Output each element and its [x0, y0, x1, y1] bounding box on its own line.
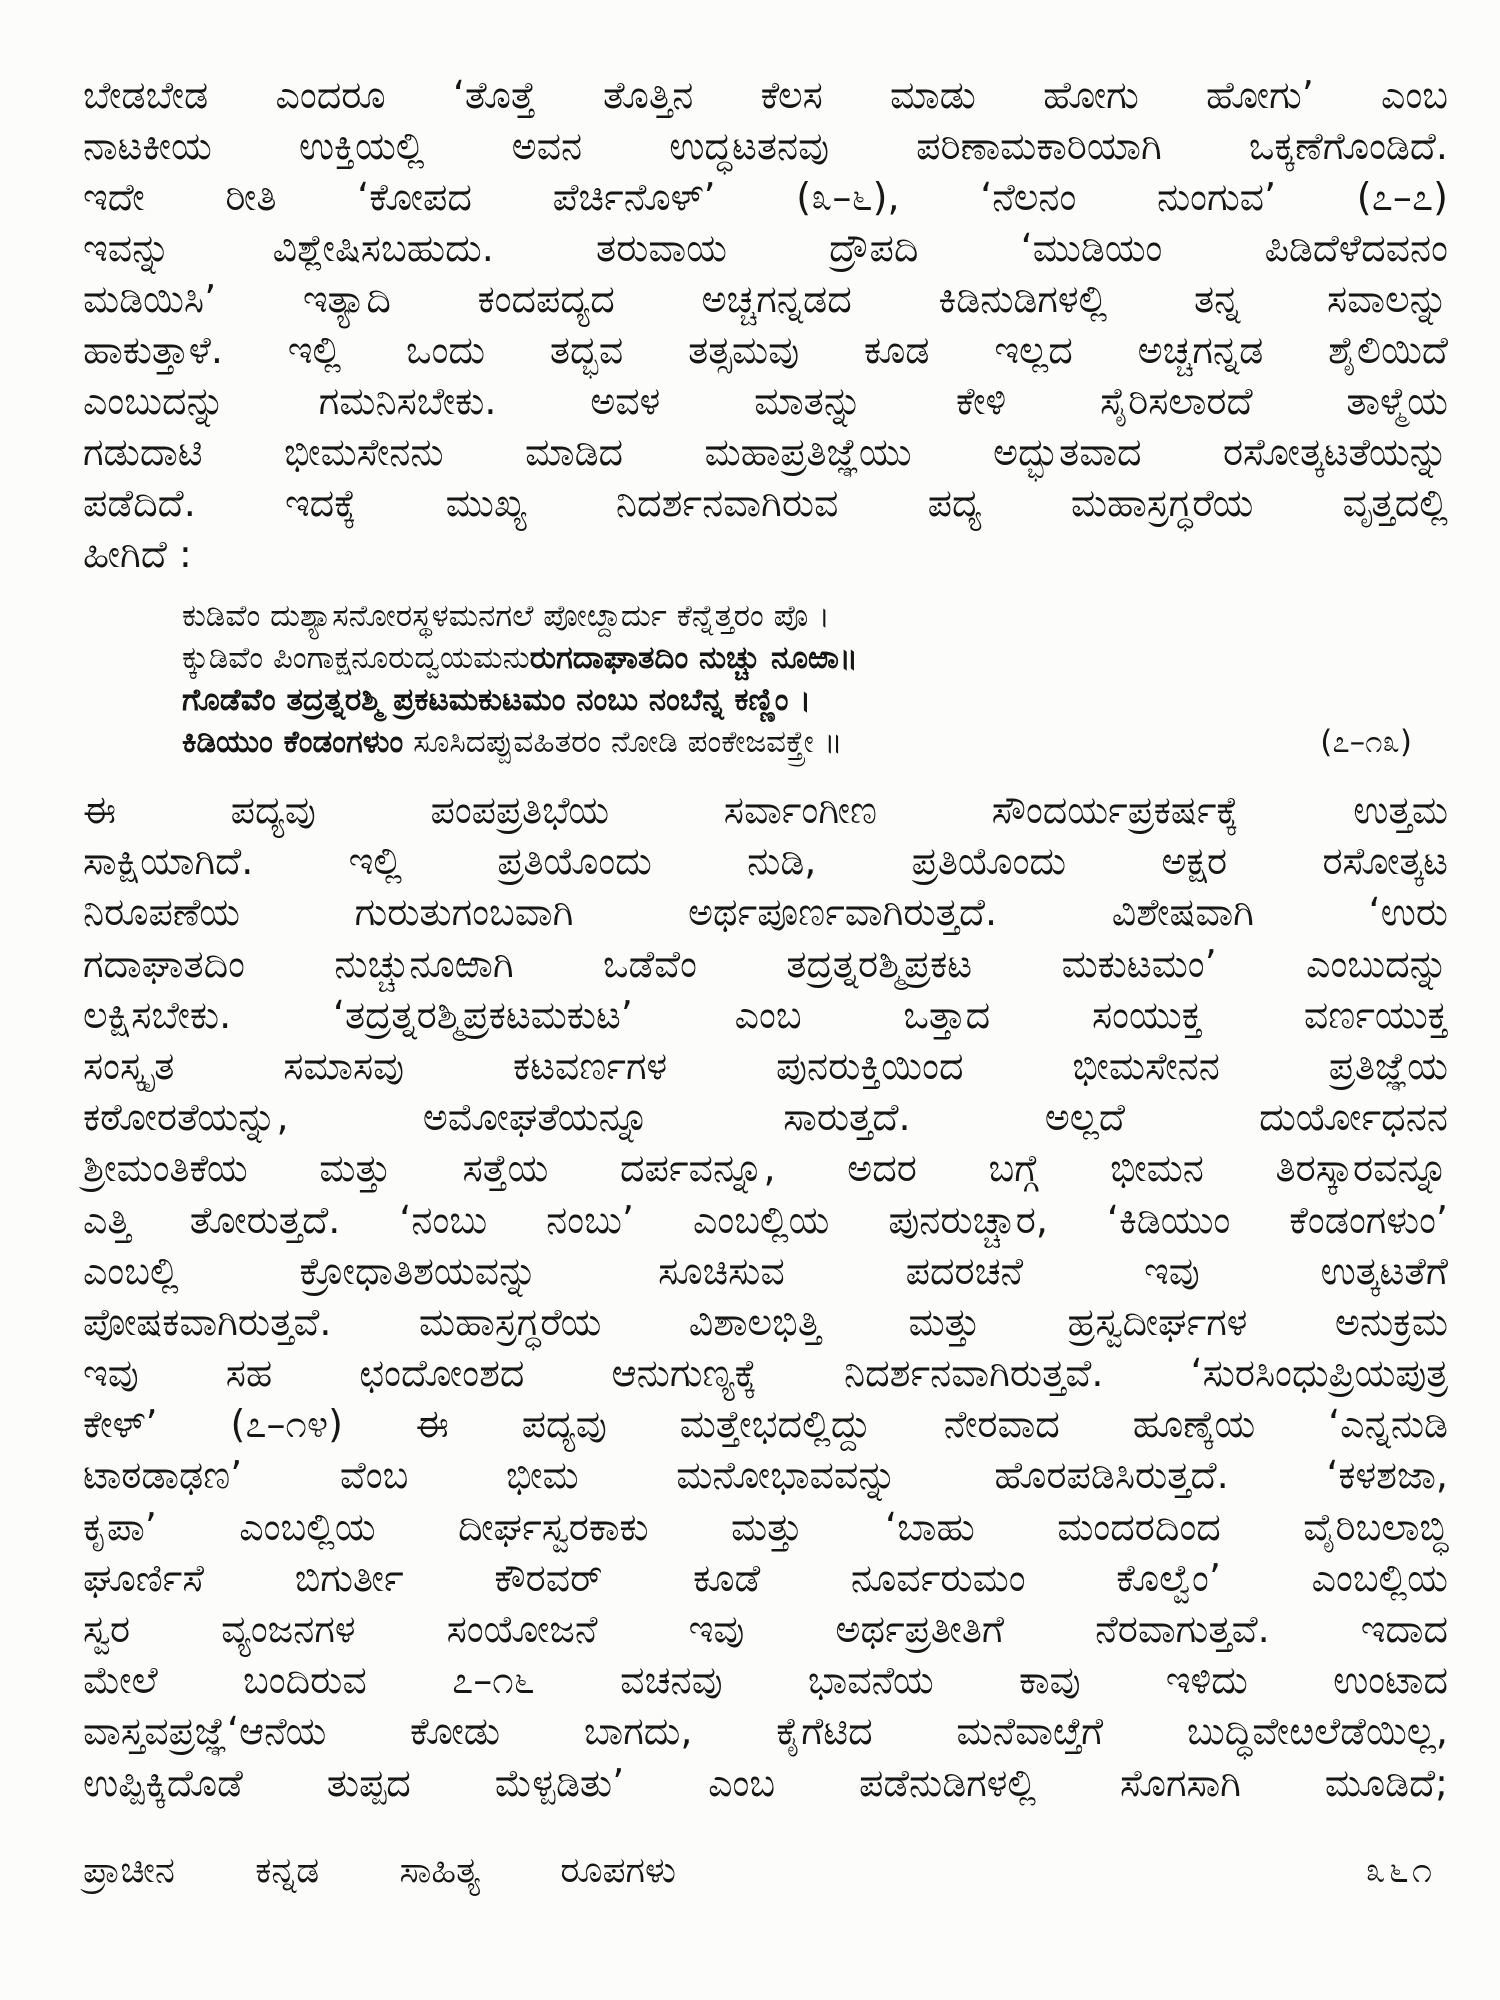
- text-line: ಕಠೋರತೆಯನ್ನು, ಅಮೋಘತೆಯನ್ನೂ ಸಾರುತ್ತದೆ. ಅಲ್ಲದೆ ದುರ್ಯೋಧನನ: [83, 1095, 1448, 1140]
- text-line: ಕೇಳ್’ (೭–೧೪) ಈ ಪದ್ಯವು ಮತ್ತೇಭದಲ್ಲಿದ್ದು ನೇರವಾದ ಹೂಣ್ಕೆಯ ‘ಎನ್ನನುಡಿ: [83, 1402, 1448, 1447]
- text-line: ಗಡುದಾಟಿ ಭೀಮಸೇನನು ಮಾಡಿದ ಮಹಾಪ್ರತಿಜ್ಞೆಯು ಅದ್ಭುತವಾದ ರಸೋತ್ಕಟತೆಯನ್ನು: [83, 430, 1448, 474]
- text-line: ಉಪ್ಪಿಕ್ಕಿದೊಡೆ ತುಪ್ಪದ ಮೆಳ್ಪಡಿತು’ ಎಂಬ ಪಡೆನುಡಿಗಳಲ್ಲಿ ಸೊಗಸಾಗಿ ಮೂಡಿದೆ;: [83, 1760, 1448, 1805]
- text-line: ಪಡೆದಿದೆ. ಇದಕ್ಕೆ ಮುಖ್ಯ ನಿದರ್ಶನವಾಗಿರುವ ಪದ್ಯ ಮಹಾಸ್ರಗ್ಧರೆಯ ವೃತ್ತದಲ್ಲಿ: [83, 481, 1448, 525]
- verse-line: [182, 595, 1422, 637]
- verse-segment: ಕುಡಿವೆಂ ದುಶ್ಯಾಸನೋರಸ್ಥಳಮನಗಲೆ ಪೋೞ್ದಾರ್ದು ಕೆನ್ನೆತ್ತರಂ ಪೊ ।: [182, 598, 830, 634]
- text-line: ಸ್ವರ ವ್ಯಂಜನಗಳ ಸಂಯೋಜನೆ ಇವು ಅರ್ಥಪ್ರತೀತಿಗೆ ನೆರವಾಗುತ್ತವೆ. ಇದಾದ: [83, 1607, 1448, 1651]
- text-line: ವಾಸ್ತವಪ್ರಜ್ಞೆ‘ಆನೆಯ ಕೋಡು ಬಾಗದು, ಕೈಗೆಟಿದ ಮನೆವಾೞ್ತೆಗೆ ಬುದ್ಧಿವೇೞಲೆಡೆಯಿಲ್ಲ,: [83, 1709, 1448, 1754]
- book-title: ಪ್ರಾಚೀನ ಕನ್ನಡ ಸಾಹಿತ್ಯ ರೂಪಗಳು: [83, 1850, 676, 1891]
- verse-text: [182, 721, 1262, 763]
- verse-text: [182, 637, 1262, 679]
- verse-reference: (೭–೧೩): [1320, 724, 1412, 760]
- verse-block: [182, 595, 1422, 763]
- text-line: ಹಾಕುತ್ತಾಳೆ. ಇಲ್ಲಿ ಒಂದು ತದ್ಭವ ತತ್ಸಮವು ಕೂಡ ಇಲ್ಲದ ಅಚ್ಚಗನ್ನಡ ಶೈಲಿಯಿದೆ: [83, 328, 1448, 372]
- text-line: ಈ ಪದ್ಯವು ಪಂಪಪ್ರತಿಭೆಯ ಸರ್ವಾಂಗೀಣ ಸೌಂದರ್ಯಪ್ರಕರ್ಷಕ್ಕೆ ಉತ್ತಮ: [83, 788, 1448, 832]
- text-line: ಇವನ್ನು ವಿಶ್ಲೇಷಿಸಬಹುದು. ತರುವಾಯ ದ್ರೌಪದಿ ‘ಮುಡಿಯಂ ಪಿಡಿದೆಳೆದವನಂ: [83, 226, 1448, 270]
- text-line: ಎತ್ತಿ ತೋರುತ್ತದೆ. ‘ನಂಬು ನಂಬು’ ಎಂಬಲ್ಲಿಯ ಪುನರುಚ್ಚಾರ, ‘ಕಿಡಿಯುಂ ಕೆಂಡಂಗಳುಂ’: [83, 1197, 1448, 1242]
- text-line: ಲಕ್ಷಿಸಬೇಕು. ‘ತದ್ರತ್ನರಶ್ಮಿಪ್ರಕಟಮಕುಟ’ ಎಂಬ ಒತ್ತಾದ ಸಂಯುಕ್ತ ವರ್ಣಯುಕ್ತ: [83, 992, 1448, 1037]
- text-line: ಪೋಷಕವಾಗಿರುತ್ತವೆ. ಮಹಾಸ್ರಗ್ಧರೆಯ ವಿಶಾಲಭಿತ್ತಿ ಮತ್ತು ಹ್ರಸ್ವದೀರ್ಘಗಳ ಅನುಕ್ರಮ: [83, 1299, 1448, 1344]
- verse-line: [182, 679, 1422, 721]
- paragraph: [83, 70, 1448, 580]
- text-line: ಸಂಸ್ಕೃತ ಸಮಾಸವು ಕಟವರ್ಣಗಳ ಪುನರುಕ್ತಿಯಿಂದ ಭೀಮಸೇನನ ಪ್ರತಿಜ್ಞೆಯ: [83, 1043, 1448, 1088]
- text-line: ಎಂಬುದನ್ನು ಗಮನಿಸಬೇಕು. ಅವಳ ಮಾತನ್ನು ಕೇಳಿ ಸೈರಿಸಲಾರದೆ ತಾಳ್ಮೆಯ: [83, 379, 1448, 423]
- verse-segment: ಸೂಸಿದಪ್ಪುವಹಿತರಂ ನೋಡಿ ಪಂಕೇಜವಕ್ತ್ರೇ ॥: [403, 724, 843, 760]
- verse-text: [182, 679, 1262, 721]
- verse-emphasis: ಕಿಡಿಯುಂ ಕೆಂಡಂಗಳುಂ: [182, 724, 404, 760]
- text-line: ಹೀಗಿದೆ :: [83, 532, 192, 576]
- verse-segment: ಕ್ಕುಡಿವೆಂ ಪಿಂಗಾಕ್ಷನೂರುದ್ವಯಮನು: [182, 640, 530, 676]
- text-line: ಎಂಬಲ್ಲಿ ಕ್ರೋಧಾತಿಶಯವನ್ನು ಸೂಚಿಸುವ ಪದರಚನೆ ಇವು ಉತ್ಕಟತೆಗೆ: [83, 1248, 1448, 1293]
- text-line: ಬೇಡಬೇಡ ಎಂದರೂ ‘ತೊತ್ತೆ ತೊತ್ತಿನ ಕೆಲಸ ಮಾಡು ಹೋಗು ಹೋಗು’ ಎಂಬ: [83, 73, 1448, 117]
- text-line: ಇದೇ ರೀತಿ ‘ಕೋಪದ ಪೆರ್ಚಿನೊಳ್’ (೩–೬), ‘ನೆಲನಂ ನುಂಗುವ’ (೭–೭): [83, 175, 1448, 219]
- verse-text: [182, 595, 1262, 637]
- text-line: ಮಡಿಯಿಸಿ’ ಇತ್ಯಾದಿ ಕಂದಪದ್ಯದ ಅಚ್ಚಗನ್ನಡದ ಕಿಡಿನುಡಿಗಳಲ್ಲಿ ತನ್ನ ಸವಾಲನ್ನು: [83, 277, 1448, 321]
- verse-emphasis: ರುಗದಾಘಾತದಿಂ ನುಚ್ಚು ನೂಱಾ॥: [529, 640, 858, 676]
- text-line: ಇವು ಸಹ ಛಂದೋಂಶದ ಆನುಗುಣ್ಯಕ್ಕೆ ನಿದರ್ಶನವಾಗಿರುತ್ತವೆ. ‘ಸುರಸಿಂಧುಪ್ರಿಯಪುತ್ರ: [83, 1351, 1448, 1396]
- text-line: ಗದಾಘಾತದಿಂ ನುಚ್ಚುನೂಱಾಗಿ ಒಡೆವೆಂ ತದ್ರತ್ನರಶ್ಮಿಪ್ರಕಟ ಮಕುಟಮಂ’ ಎಂಬುದನ್ನು: [83, 941, 1448, 986]
- verse-emphasis: ಗೊಡೆವೆಂ ತದ್ರತ್ನರಶ್ಮಿ ಪ್ರಕಟಮಕುಟಮಂ ನಂಬು ನಂಬೆನ್ನ ಕಣ್ಣಿಂ ।: [182, 682, 812, 718]
- text-line: ನಿರೂಪಣೆಯ ಗುರುತುಗಂಬವಾಗಿ ಅರ್ಥಪೂರ್ಣವಾಗಿರುತ್ತದೆ. ವಿಶೇಷವಾಗಿ ‘ಉರು: [83, 890, 1448, 935]
- text-line: ಘೂರ್ಣಿಸೆ ಬಿಗುರ್ತೀ ಕೌರವರ್ ಕೂಡೆ ನೂರ್ವರುಮಂ ಕೊಲ್ವೆಂ’ ಎಂಬಲ್ಲಿಯ: [83, 1555, 1448, 1600]
- verse-line: [182, 637, 1422, 679]
- text-line: ಟಾಠಡಾಢಣ’ ವೆಂಬ ಭೀಮ ಮನೋಭಾವವನ್ನು ಹೊರಪಡಿಸಿರುತ್ತದೆ. ‘ಕಳಶಜಾ,: [83, 1453, 1448, 1498]
- verse-line: [182, 721, 1422, 763]
- text-line: ಕೃಪಾ’ ಎಂಬಲ್ಲಿಯ ದೀರ್ಘಸ್ವರಕಾಕು ಮತ್ತು ‘ಬಾಹು ಮಂದರದಿಂದ ವೈರಿಬಲಾಬ್ಧಿ: [83, 1504, 1448, 1549]
- text-line: ನಾಟಕೀಯ ಉಕ್ತಿಯಲ್ಲಿ ಅವನ ಉದ್ಧಟತನವು ಪರಿಣಾಮಕಾರಿಯಾಗಿ ಒಕ್ಕಣೆಗೊಂಡಿದೆ.: [83, 124, 1448, 168]
- text-line: ಸಾಕ್ಷಿಯಾಗಿದೆ. ಇಲ್ಲಿ ಪ್ರತಿಯೊಂದು ನುಡಿ, ಪ್ರತಿಯೊಂದು ಅಕ್ಷರ ರಸೋತ್ಕಟ: [83, 839, 1448, 884]
- page-number: ೩೬೧: [1365, 1850, 1435, 1891]
- text-line: ಮೇಲೆ ಬಂದಿರುವ ೭–೧೬ ವಚನವು ಭಾವನೆಯ ಕಾವು ಇಳಿದು ಉಂಟಾದ: [83, 1658, 1448, 1703]
- text-line: ಶ್ರೀಮಂತಿಕೆಯ ಮತ್ತು ಸತ್ತೆಯ ದರ್ಪವನ್ನೂ, ಅದರ ಬಗ್ಗೆ ಭೀಮನ ತಿರಸ್ಕಾರವನ್ನೂ: [83, 1146, 1448, 1191]
- paragraph: [83, 785, 1448, 1809]
